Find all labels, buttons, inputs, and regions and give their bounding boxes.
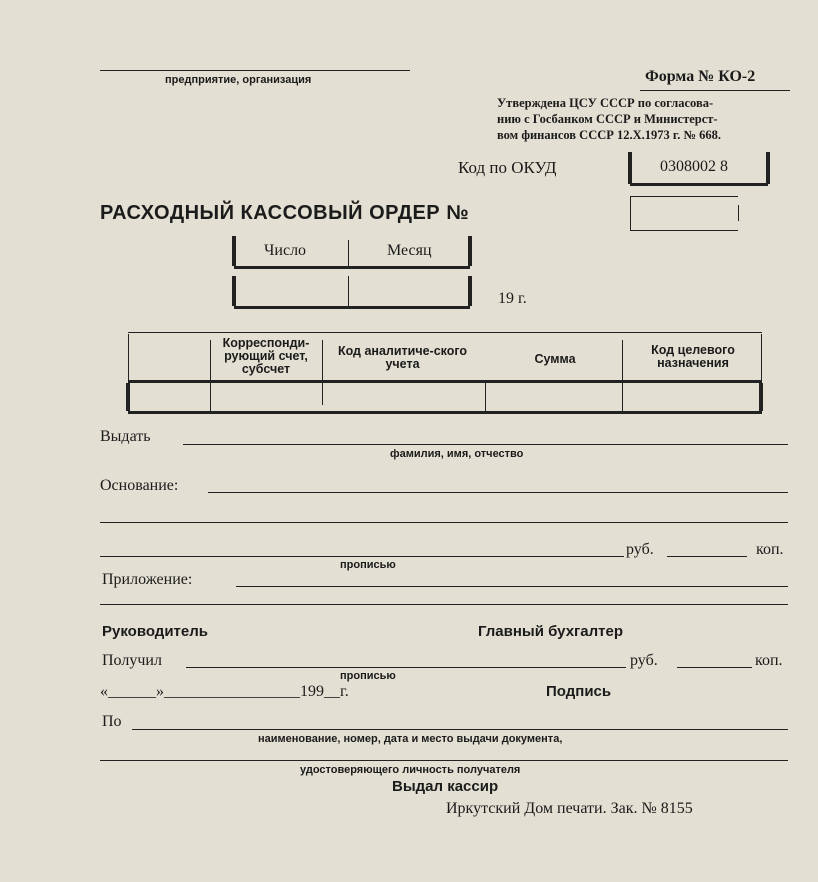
manager-label: Руководитель <box>102 623 208 640</box>
chief-accountant-label: Главный бухгалтер <box>478 623 624 640</box>
document-line[interactable] <box>132 729 788 730</box>
attachment-label: Приложение: <box>102 571 193 588</box>
purpose-code-column-header: Код целевого назначения <box>651 343 735 370</box>
document-line-2[interactable] <box>100 760 788 761</box>
in-words-caption: прописью <box>340 559 396 571</box>
basis-line[interactable] <box>208 492 788 493</box>
rub-label: руб. <box>626 541 654 558</box>
year-text: 19 г. <box>498 290 527 307</box>
attachment-line[interactable] <box>236 586 788 587</box>
kopecks-line[interactable] <box>667 556 747 557</box>
approval-line-2: нию с Госбанком СССР и Министерст- <box>497 112 718 126</box>
receipt-date-line[interactable]: «______»_________________199__г. <box>100 683 349 700</box>
received-label: Получил <box>102 652 162 669</box>
month-field[interactable] <box>352 276 466 304</box>
by-label: По <box>102 713 122 730</box>
basis-label: Основание: <box>100 477 179 494</box>
document-caption: наименование, номер, дата и место выдачи документа, <box>258 733 563 745</box>
page-title: РАСХОДНЫЙ КАССОВЫЙ ОРДЕР № <box>100 202 469 224</box>
received-kopecks-line[interactable] <box>677 667 752 668</box>
rub-label-2: руб. <box>630 652 658 669</box>
form-number-underline <box>640 90 790 91</box>
order-number-field[interactable] <box>633 199 735 227</box>
day-field[interactable] <box>237 276 345 304</box>
attachment-line-2[interactable] <box>100 604 788 605</box>
organization-caption: предприятие, организация <box>165 74 312 86</box>
recipient-name-line[interactable] <box>183 444 788 445</box>
okud-code: 0308002 8 <box>660 158 728 175</box>
okud-label: Код по ОКУД <box>458 158 557 177</box>
issue-label: Выдать <box>100 428 151 445</box>
recipient-name-caption: фамилия, имя, отчество <box>390 448 524 460</box>
amount-words-line[interactable] <box>100 556 624 557</box>
accounts-entry-row[interactable] <box>131 384 757 410</box>
approval-line-1: Утверждена ЦСУ СССР по согласова- <box>497 96 714 110</box>
cashier-label: Выдал кассир <box>392 778 499 795</box>
in-words-caption-2: прописью <box>340 670 396 682</box>
basis-line-2[interactable] <box>100 522 788 523</box>
received-amount-line[interactable] <box>186 667 626 668</box>
month-header: Месяц <box>387 242 432 259</box>
kop-label-2: коп. <box>755 652 783 669</box>
organization-line[interactable] <box>100 70 410 71</box>
day-header: Число <box>264 242 307 259</box>
form-number: Форма № КО-2 <box>645 68 756 85</box>
signature-label: Подпись <box>546 683 612 700</box>
analytic-code-column-header: Код аналитиче-ского учета <box>337 344 468 371</box>
kop-label: коп. <box>756 541 784 558</box>
approval-line-3: вом финансов СССР 12.X.1973 г. № 668. <box>497 128 722 142</box>
account-column-header: Корреспонди-рующий счет, субсчет <box>222 336 310 376</box>
approval-note <box>497 95 721 143</box>
printer-imprint: Иркутский Дом печати. Зак. № 8155 <box>446 800 693 817</box>
sum-column-header: Сумма <box>534 352 576 366</box>
identity-caption: удостоверяющего личность получателя <box>300 764 521 776</box>
